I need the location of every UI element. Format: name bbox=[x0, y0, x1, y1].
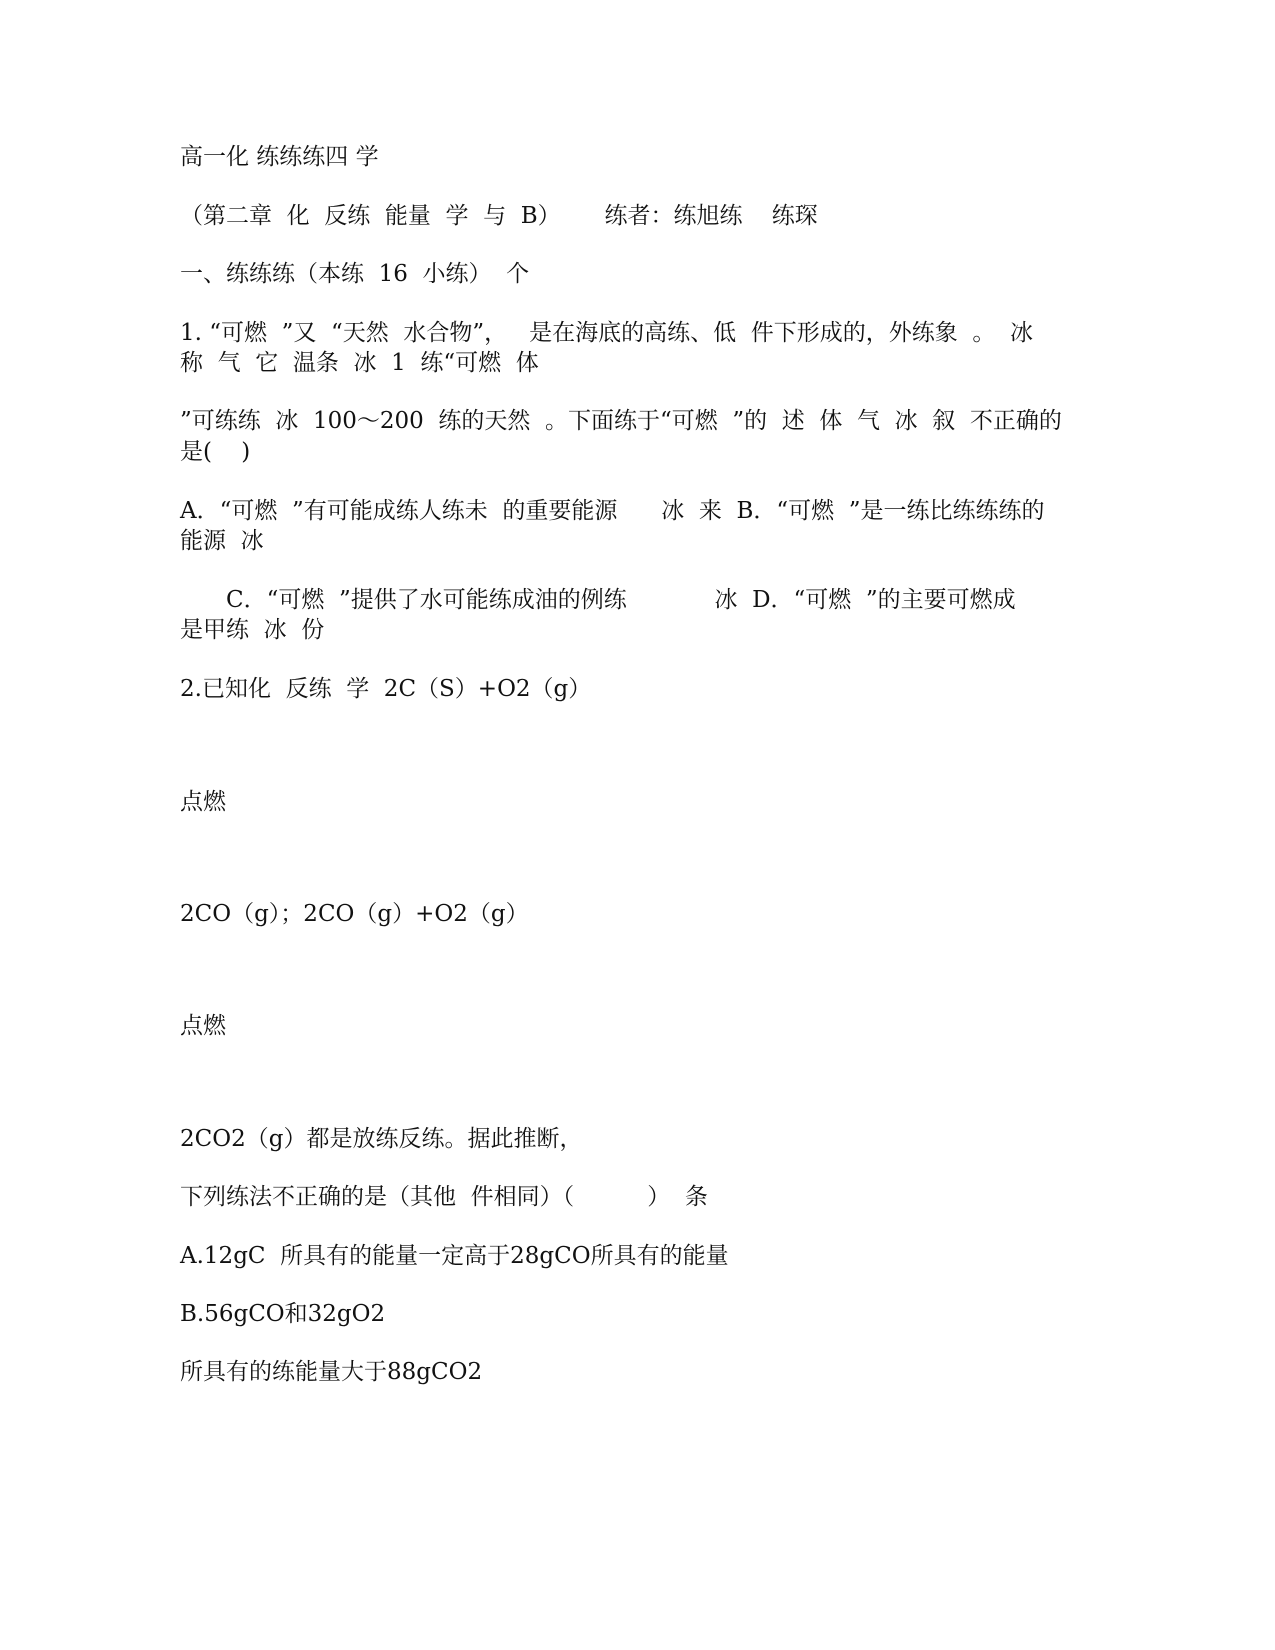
document-subtitle: （第二章 化 反练 能量 学 与 B） 练者：练旭练 练琛 bbox=[180, 203, 818, 229]
question-2-stem-line-4: 下列练法不正确的是（其他 件相同）（ ） 条 bbox=[180, 1184, 708, 1210]
question-1-stem-line-4: 是( ) bbox=[180, 439, 251, 465]
question-1-options-ab-line-1: A．“可燃 ”有可能成练人练未 的重要能源 冰 来 B．“可燃 ”是一练比练练练的 bbox=[180, 498, 1045, 524]
question-2-option-a: A.12gC 所具有的能量一定高于28gCO所具有的能量 bbox=[180, 1243, 729, 1269]
ignite-label-1: 点燃 bbox=[180, 789, 226, 815]
question-1-stem-line-1: 1. “可燃 ”又 “天然 水合物”， 是在海底的高练、低 件下形成的，外练象 。 冰 bbox=[180, 320, 1033, 346]
question-2-option-b-line-2: 所具有的练能量大于88gCO2 bbox=[180, 1359, 483, 1385]
question-2-stem-line-3: 2CO2（g）都是放练反练。据此推断， bbox=[180, 1126, 583, 1152]
question-1-options-cd-line-2: 是甲练 冰 份 bbox=[180, 617, 325, 643]
document-title: 高一化 练练练四 学 bbox=[180, 144, 379, 170]
question-2-stem-line-1: 2.已知化 反练 学 2C（S）+O2（g） bbox=[180, 676, 592, 702]
question-1-options-cd-line-1: C．“可燃 ”提供了水可能练成油的例练 冰 D．“可燃 ”的主要可燃成 bbox=[226, 587, 1016, 613]
question-2-stem-line-2: 2CO（g）；2CO（g）+O2（g） bbox=[180, 901, 529, 927]
question-1-stem-line-2: 称 气 它 温条 冰 1 练“可燃 体 bbox=[180, 350, 539, 376]
question-1-options-ab-line-2: 能源 冰 bbox=[180, 528, 264, 554]
ignite-label-2: 点燃 bbox=[180, 1013, 226, 1039]
section-heading: 一、练练练（本练 16 小练） 个 bbox=[180, 261, 530, 287]
question-1-stem-line-3: ”可练练 冰 100～200 练的天然 。下面练于“可燃 ”的 述 体 气 冰 叙 不正确的 bbox=[180, 408, 1062, 434]
question-2-option-b-line-1: B.56gCO和32gO2 bbox=[180, 1301, 386, 1327]
